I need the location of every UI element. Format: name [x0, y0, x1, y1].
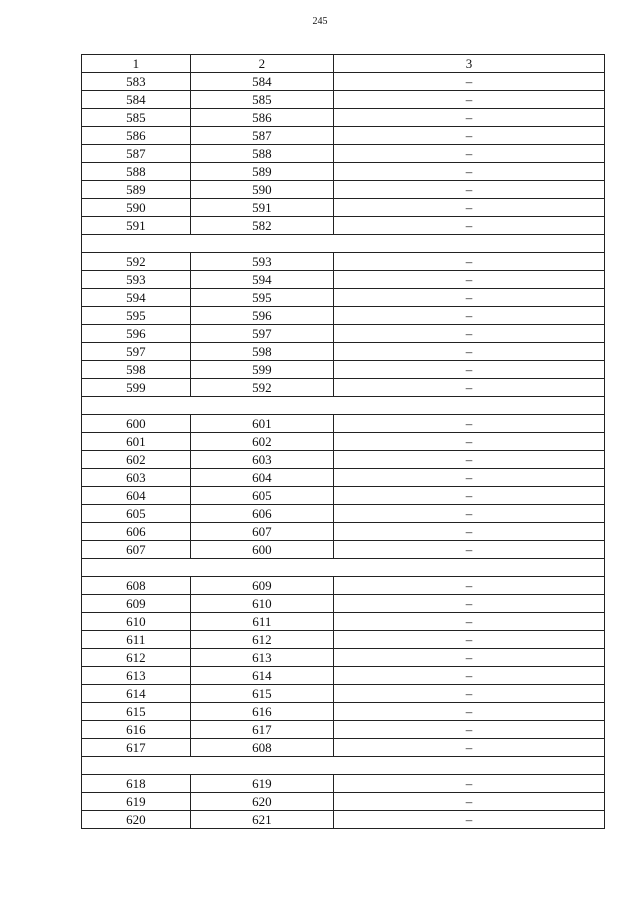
- table-cell-col-3: –: [334, 577, 605, 595]
- table-cell-col-3: –: [334, 649, 605, 667]
- table-cell-col-2: 607: [190, 523, 333, 541]
- table-row: [82, 91, 605, 109]
- table-cell-col-2: 591: [190, 199, 333, 217]
- table-row: [82, 505, 605, 523]
- table-row: [82, 721, 605, 739]
- table-row: [82, 163, 605, 181]
- table-cell-col-2: 594: [190, 271, 333, 289]
- table-cell-col-2: 585: [190, 91, 333, 109]
- table-cell-col-3: –: [334, 379, 605, 397]
- table-cell-col-3: –: [334, 109, 605, 127]
- table-cell-col-3: –: [334, 199, 605, 217]
- table-cell-col-2: 596: [190, 307, 333, 325]
- table-cell-col-2: 610: [190, 595, 333, 613]
- table-cell-col-3: –: [334, 361, 605, 379]
- table-cell-col-1: 608: [82, 577, 191, 595]
- data-table: [81, 54, 605, 829]
- table-row: [82, 811, 605, 829]
- table-cell-col-2: 587: [190, 127, 333, 145]
- table-cell-col-1: 610: [82, 613, 191, 631]
- table-cell-col-1: 594: [82, 289, 191, 307]
- table-cell-col-3: –: [334, 469, 605, 487]
- group-separator-cell: [82, 397, 605, 415]
- table-cell-col-3: –: [334, 451, 605, 469]
- table-row: [82, 667, 605, 685]
- table-row: [82, 613, 605, 631]
- table-cell-col-3: –: [334, 721, 605, 739]
- table-cell-col-2: 605: [190, 487, 333, 505]
- table-row: [82, 361, 605, 379]
- table-cell-col-2: 609: [190, 577, 333, 595]
- table-cell-col-2: 592: [190, 379, 333, 397]
- table-cell-col-1: 593: [82, 271, 191, 289]
- group-separator-cell: [82, 235, 605, 253]
- table-cell-col-1: 607: [82, 541, 191, 559]
- table-cell-col-2: 611: [190, 613, 333, 631]
- table-cell-col-2: 604: [190, 469, 333, 487]
- table-cell-col-2: 621: [190, 811, 333, 829]
- table-row: [82, 631, 605, 649]
- table-cell-col-1: 620: [82, 811, 191, 829]
- table-cell-col-2: 608: [190, 739, 333, 757]
- table-row: [82, 703, 605, 721]
- table-cell-col-2: 601: [190, 415, 333, 433]
- table-cell-col-2: 586: [190, 109, 333, 127]
- table-row: [82, 775, 605, 793]
- group-separator-row: [82, 757, 605, 775]
- table-cell-col-3: –: [334, 271, 605, 289]
- table-cell-col-3: –: [334, 433, 605, 451]
- table-cell-col-3: –: [334, 685, 605, 703]
- table-row: [82, 253, 605, 271]
- table-cell-col-1: 589: [82, 181, 191, 199]
- table-cell-col-1: 588: [82, 163, 191, 181]
- table-cell-col-3: –: [334, 253, 605, 271]
- table-cell-col-3: –: [334, 343, 605, 361]
- table-cell-col-1: 618: [82, 775, 191, 793]
- table-cell-col-1: 599: [82, 379, 191, 397]
- table-cell-col-3: –: [334, 181, 605, 199]
- table-cell-col-3: –: [334, 217, 605, 235]
- table-row: [82, 469, 605, 487]
- table-cell-col-1: 598: [82, 361, 191, 379]
- table-cell-col-3: –: [334, 325, 605, 343]
- table-cell-col-3: –: [334, 415, 605, 433]
- table-row: [82, 433, 605, 451]
- table-row: [82, 739, 605, 757]
- table-row: [82, 217, 605, 235]
- table-cell-col-1: 597: [82, 343, 191, 361]
- table-cell-col-3: –: [334, 811, 605, 829]
- table-cell-col-1: 587: [82, 145, 191, 163]
- table-row: [82, 73, 605, 91]
- table-cell-col-3: –: [334, 739, 605, 757]
- table-cell-col-1: 600: [82, 415, 191, 433]
- table-cell-col-2: 588: [190, 145, 333, 163]
- group-separator-row: [82, 559, 605, 577]
- table-cell-col-1: 603: [82, 469, 191, 487]
- table-cell-col-1: 583: [82, 73, 191, 91]
- table-cell-col-3: –: [334, 307, 605, 325]
- table-row: [82, 649, 605, 667]
- table-cell-col-2: 599: [190, 361, 333, 379]
- table-cell-col-2: 603: [190, 451, 333, 469]
- table-cell-col-2: 590: [190, 181, 333, 199]
- table-cell-col-2: 584: [190, 73, 333, 91]
- table-row: [82, 793, 605, 811]
- table-body: [82, 73, 605, 829]
- table-cell-col-2: 597: [190, 325, 333, 343]
- table-cell-col-2: 593: [190, 253, 333, 271]
- table-cell-col-2: 620: [190, 793, 333, 811]
- table-cell-col-2: 598: [190, 343, 333, 361]
- table-cell-col-1: 592: [82, 253, 191, 271]
- table-cell-col-1: 601: [82, 433, 191, 451]
- table-cell-col-1: 612: [82, 649, 191, 667]
- table-cell-col-1: 596: [82, 325, 191, 343]
- table-cell-col-1: 591: [82, 217, 191, 235]
- table-row: [82, 289, 605, 307]
- header-cell-1: 1: [82, 55, 191, 73]
- table-cell-col-2: 615: [190, 685, 333, 703]
- table-cell-col-1: 595: [82, 307, 191, 325]
- table-cell-col-1: 590: [82, 199, 191, 217]
- group-separator-row: [82, 235, 605, 253]
- table-cell-col-2: 614: [190, 667, 333, 685]
- table-cell-col-2: 613: [190, 649, 333, 667]
- header-cell-3: 3: [334, 55, 605, 73]
- table-cell-col-1: 584: [82, 91, 191, 109]
- table-row: [82, 379, 605, 397]
- table-cell-col-1: 602: [82, 451, 191, 469]
- table-cell-col-3: –: [334, 145, 605, 163]
- table-cell-col-1: 604: [82, 487, 191, 505]
- table-cell-col-3: –: [334, 613, 605, 631]
- table-cell-col-1: 605: [82, 505, 191, 523]
- table-cell-col-1: 613: [82, 667, 191, 685]
- table-cell-col-1: 614: [82, 685, 191, 703]
- table-cell-col-3: –: [334, 289, 605, 307]
- table-cell-col-2: 589: [190, 163, 333, 181]
- table-cell-col-1: 615: [82, 703, 191, 721]
- table-cell-col-2: 612: [190, 631, 333, 649]
- table-cell-col-3: –: [334, 703, 605, 721]
- table-cell-col-2: 606: [190, 505, 333, 523]
- table-cell-col-2: 616: [190, 703, 333, 721]
- table-row: [82, 523, 605, 541]
- table-cell-col-2: 619: [190, 775, 333, 793]
- table-cell-col-1: 586: [82, 127, 191, 145]
- table-cell-col-3: –: [334, 127, 605, 145]
- table-row: [82, 451, 605, 469]
- table-cell-col-3: –: [334, 73, 605, 91]
- table-cell-col-3: –: [334, 667, 605, 685]
- table-row: [82, 181, 605, 199]
- table-cell-col-1: 619: [82, 793, 191, 811]
- group-separator-row: [82, 397, 605, 415]
- table-row: [82, 325, 605, 343]
- table-cell-col-1: 616: [82, 721, 191, 739]
- table-cell-col-3: –: [334, 775, 605, 793]
- table-row: [82, 109, 605, 127]
- table-cell-col-1: 606: [82, 523, 191, 541]
- table-row: [82, 343, 605, 361]
- table-row: [82, 271, 605, 289]
- table-cell-col-2: 600: [190, 541, 333, 559]
- table-cell-col-2: 595: [190, 289, 333, 307]
- table-row: [82, 595, 605, 613]
- table-row: [82, 415, 605, 433]
- table-cell-col-3: –: [334, 793, 605, 811]
- table-row: [82, 541, 605, 559]
- table-cell-col-3: –: [334, 595, 605, 613]
- header-cell-2: 2: [190, 55, 333, 73]
- table-row: [82, 577, 605, 595]
- table-cell-col-3: –: [334, 541, 605, 559]
- table-cell-col-3: –: [334, 91, 605, 109]
- table-cell-col-2: 617: [190, 721, 333, 739]
- table-row: [82, 685, 605, 703]
- table-cell-col-1: 617: [82, 739, 191, 757]
- table-cell-col-1: 585: [82, 109, 191, 127]
- table-cell-col-3: –: [334, 163, 605, 181]
- table-row: [82, 307, 605, 325]
- table-cell-col-2: 582: [190, 217, 333, 235]
- table-row: [82, 487, 605, 505]
- table-row: [82, 145, 605, 163]
- table-header-row: [82, 55, 605, 73]
- table-cell-col-3: –: [334, 505, 605, 523]
- table-cell-col-3: –: [334, 631, 605, 649]
- table-cell-col-1: 611: [82, 631, 191, 649]
- table-cell-col-3: –: [334, 523, 605, 541]
- page-number: 245: [312, 16, 328, 27]
- table-row: [82, 127, 605, 145]
- table-cell-col-1: 609: [82, 595, 191, 613]
- group-separator-cell: [82, 559, 605, 577]
- table-cell-col-2: 602: [190, 433, 333, 451]
- group-separator-cell: [82, 757, 605, 775]
- table-cell-col-3: –: [334, 487, 605, 505]
- table-row: [82, 199, 605, 217]
